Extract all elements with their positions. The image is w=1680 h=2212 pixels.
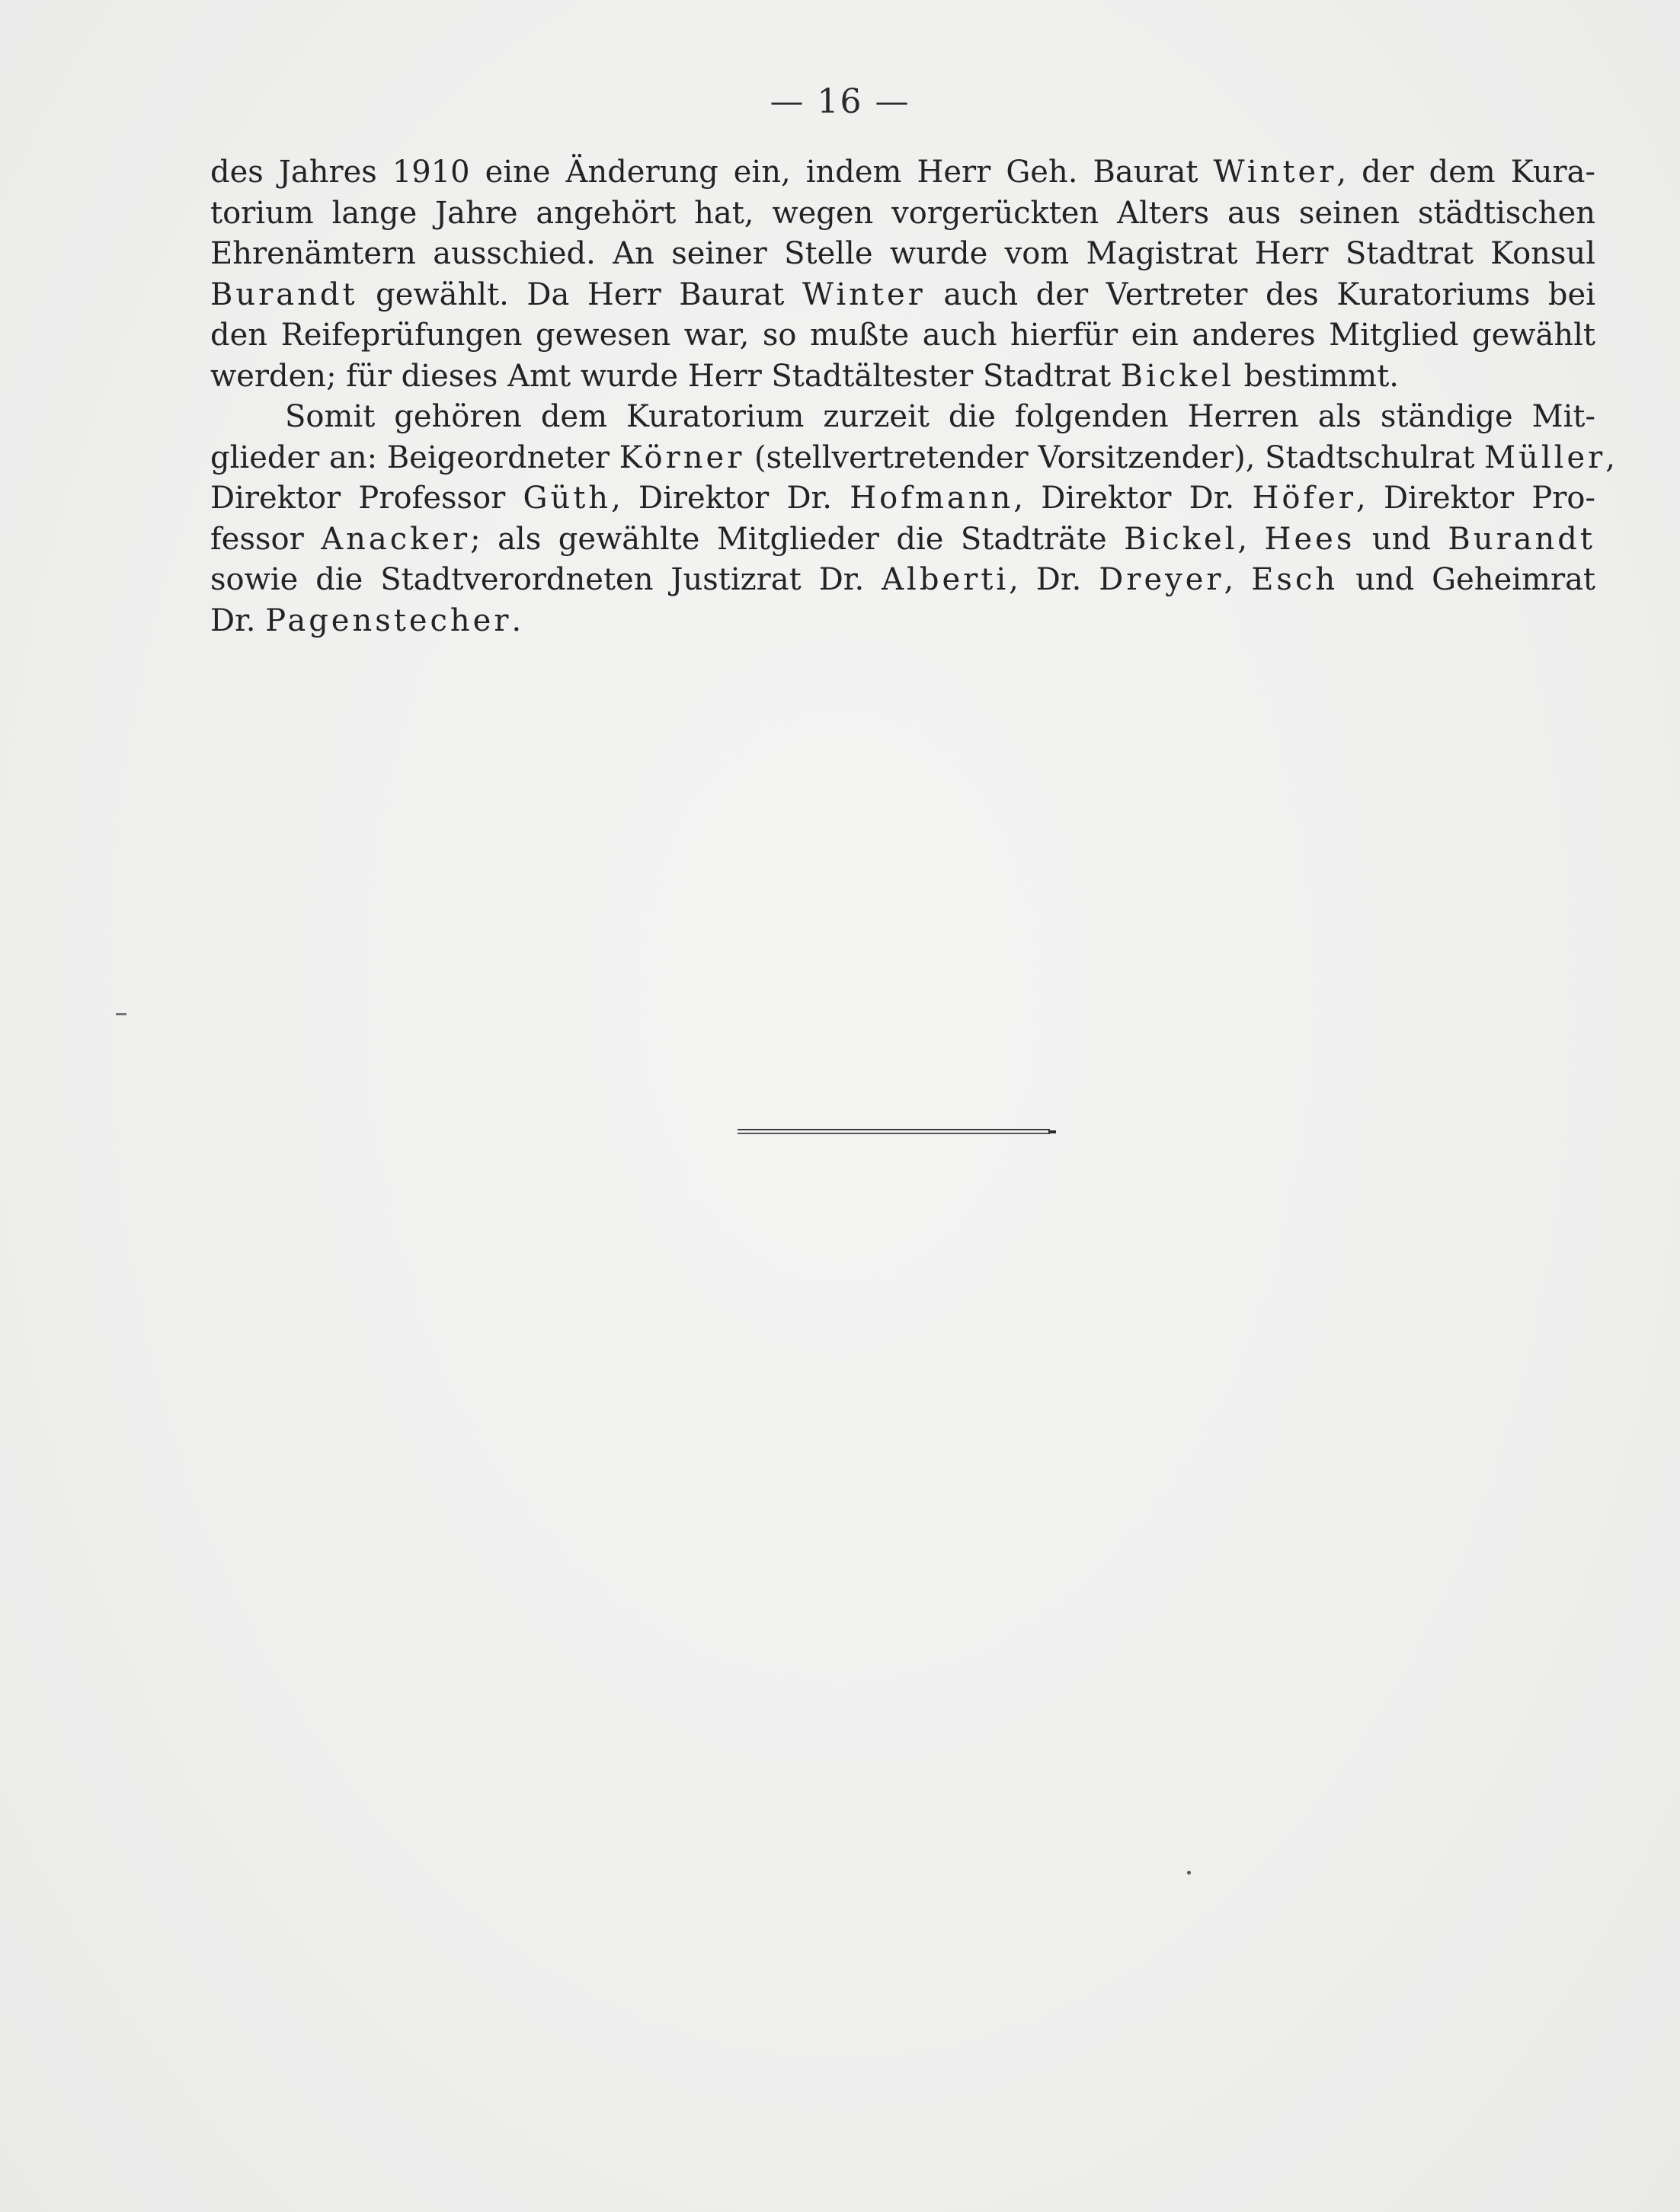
spaced-name: Esch <box>1251 562 1339 597</box>
spaced-name: Pagenstecher <box>265 603 512 638</box>
text-run: , Direktor Pro- <box>1356 481 1596 516</box>
text-run: Ehrenämtern ausschied. An seiner Stelle wurde vom Magistrat Herr Stadtrat Konsul <box>210 236 1595 271</box>
text-run: , der dem Kura- <box>1336 155 1595 190</box>
text-run: des Jahres 1910 eine Änderung ein, indem Herr Geh. Baurat <box>210 155 1214 190</box>
text-run: , <box>1224 562 1252 597</box>
spaced-name: Hofmann <box>850 481 1014 516</box>
text-run: fessor <box>210 521 322 557</box>
text-line <box>210 356 1595 398</box>
text-line <box>210 193 1595 235</box>
spaced-name: Dreyer <box>1099 562 1224 597</box>
text-run: , Dr. <box>1009 562 1099 597</box>
text-run: , Direktor Dr. <box>1013 481 1253 516</box>
text-line <box>210 560 1595 601</box>
text-line <box>210 397 1595 438</box>
paragraph <box>210 397 1615 641</box>
spaced-name: Burandt <box>210 276 358 312</box>
text-run: , <box>1237 521 1265 557</box>
text-run: ; als gewählte Mitglieder die Stadträte <box>470 521 1125 557</box>
text-run: Somit gehören dem Kuratorium zurzeit die folgenden Herren als ständige Mit- <box>285 399 1595 434</box>
text-line <box>210 234 1595 275</box>
text-run: glieder an: Beigeordneter <box>210 440 619 475</box>
text-run: den Reifeprüfungen gewesen war, so mußte auch hierfür ein anderes Mitglied gewählt <box>210 318 1595 353</box>
text-run: , <box>1605 440 1615 475</box>
text-run: (stellvertretender Vorsitzender), Stadtschulrat <box>744 440 1485 475</box>
text-run: werden; für dieses Amt wurde Herr Stadtältester Stadtrat <box>210 358 1121 394</box>
text-line <box>210 152 1595 193</box>
section-divider-rule <box>738 1129 1056 1135</box>
text-run: . <box>511 603 522 638</box>
text-run: bestimmt. <box>1234 358 1400 394</box>
body-text <box>210 152 1615 641</box>
text-run: Dr. <box>210 603 266 638</box>
spaced-name: Burandt <box>1448 521 1595 557</box>
spaced-name: Bickel <box>1120 358 1234 394</box>
text-run: gewählt. Da Herr Baurat <box>357 276 802 312</box>
spaced-name: Anacker <box>321 521 471 557</box>
ink-speck <box>1187 1871 1191 1875</box>
text-line <box>210 275 1595 316</box>
spaced-name: Müller <box>1484 440 1606 475</box>
spaced-name: Alberti <box>882 562 1010 597</box>
text-line <box>210 519 1595 561</box>
paragraph <box>210 152 1595 397</box>
text-line <box>210 601 1595 642</box>
text-run: sowie die Stadtverordneten Justizrat Dr. <box>210 562 882 597</box>
spaced-name: Körner <box>619 440 745 475</box>
text-run: und Geheimrat <box>1338 562 1596 597</box>
spaced-name: Höfer <box>1252 481 1356 516</box>
spaced-name: Winter <box>1213 155 1337 190</box>
text-run: auch der Vertreter des Kuratoriums bei <box>925 276 1595 312</box>
text-run: , Direktor Dr. <box>611 481 850 516</box>
spaced-name: Bickel <box>1124 521 1238 557</box>
page-number: — 16 — <box>770 82 910 121</box>
spaced-name: Winter <box>802 276 926 312</box>
text-run: torium lange Jahre angehört hat, wegen vorgerückten Alters aus seinen städtischen <box>210 195 1595 231</box>
text-line <box>210 438 1615 479</box>
text-line <box>210 478 1595 519</box>
spaced-name: Hees <box>1264 521 1355 557</box>
margin-mark <box>116 1013 126 1015</box>
text-run: Direktor Professor <box>210 481 523 516</box>
spaced-name: Güth <box>523 481 612 516</box>
text-line <box>210 315 1595 356</box>
text-run: und <box>1355 521 1448 557</box>
